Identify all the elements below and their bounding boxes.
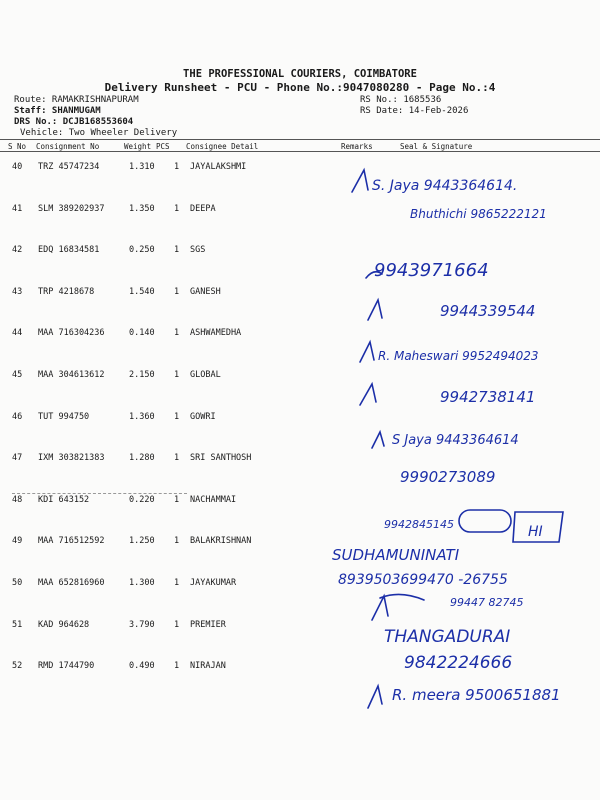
row-consignment-no: MAA 304613612 bbox=[38, 370, 105, 380]
drs-number: DRS No.: DCJB168553604 bbox=[14, 117, 134, 127]
row-weight: 0.220 bbox=[129, 494, 155, 505]
row-consignee: DEEPA bbox=[190, 203, 216, 214]
row-pcs: 1 bbox=[174, 162, 180, 172]
tick-43-stroke bbox=[368, 300, 382, 320]
row-pcs: 1 bbox=[174, 494, 180, 505]
vehicle-label: Vehicle: Two Wheeler Delivery bbox=[20, 128, 178, 138]
box-48-a bbox=[459, 510, 511, 532]
signature-51: THANGADURAI bbox=[384, 627, 511, 647]
row-consignment-no: MAA 652816960 bbox=[38, 578, 105, 588]
signature-47: 9990273089 bbox=[400, 468, 496, 486]
row-consignee: GANESH bbox=[190, 286, 221, 297]
row-sno: 40 bbox=[12, 162, 23, 172]
row-weight: 1.350 bbox=[129, 203, 155, 214]
row-weight: 0.250 bbox=[129, 245, 155, 256]
row-consignee: PREMIER bbox=[190, 619, 226, 630]
row-weight: 1.540 bbox=[129, 286, 155, 297]
row-consignment-no: TUT 994750 bbox=[38, 411, 90, 422]
row-weight: 0.140 bbox=[129, 328, 155, 339]
row-pcs: 1 bbox=[174, 578, 180, 588]
row-pcs: 1 bbox=[174, 245, 180, 256]
signature-48: 9942845145 bbox=[384, 518, 454, 531]
signature-50: 99447 82745 bbox=[450, 596, 524, 609]
row-pcs: 1 bbox=[174, 370, 180, 380]
row-pcs: 1 bbox=[174, 328, 180, 339]
row-consignee: JAYAKUMAR bbox=[190, 578, 237, 588]
row-pcs: 1 bbox=[174, 286, 180, 297]
row-pcs: 1 bbox=[174, 203, 180, 214]
tick-40-stroke bbox=[352, 170, 368, 192]
row-sno: 42 bbox=[12, 245, 23, 256]
signature-49: SUDHAMUNINATI bbox=[332, 546, 460, 564]
signature-49-phone: 8939503699470 -26755 bbox=[338, 572, 508, 588]
row-consignee: GOWRI bbox=[190, 411, 216, 422]
tick-44-stroke bbox=[360, 342, 374, 362]
rs-date: RS Date: 14-Feb-2026 bbox=[360, 106, 469, 116]
signature-51-phone: 9842224666 bbox=[404, 653, 513, 673]
row-consignee: SGS bbox=[190, 245, 206, 256]
row-sno: 50 bbox=[12, 578, 23, 588]
row-consignment-no: SLM 389202937 bbox=[38, 203, 105, 214]
rs-number: RS No.: 1685536 bbox=[360, 95, 442, 105]
row-sno: 46 bbox=[12, 411, 23, 422]
col-pcs: PCS bbox=[156, 142, 170, 151]
row-sno: 52 bbox=[12, 661, 23, 672]
row-sno: 51 bbox=[12, 619, 23, 630]
col-consignee: Consignee Detail bbox=[186, 142, 259, 151]
row-weight: 1.300 bbox=[129, 578, 155, 588]
row-consignment-no: MAA 716512592 bbox=[38, 536, 105, 547]
row-pcs: 1 bbox=[174, 536, 180, 547]
signature-41: Bhuthichi 9865222121 bbox=[410, 207, 547, 221]
signature-48-box-text: HI bbox=[528, 524, 543, 540]
row-consignee: JAYALAKSHMI bbox=[190, 162, 247, 172]
col-consignment: Consignment No bbox=[36, 142, 100, 151]
row-pcs: 1 bbox=[174, 619, 180, 630]
scribble-50-stroke bbox=[380, 594, 424, 600]
row-consignment-no: KDI 643152 bbox=[38, 494, 90, 505]
row-consignee: SRI SANTHOSH bbox=[190, 453, 252, 464]
row-consignee: NACHAMMAI bbox=[190, 494, 237, 505]
row-sno: 48 bbox=[12, 494, 23, 505]
row-consignee: GLOBAL bbox=[190, 370, 221, 380]
row-pcs: 1 bbox=[174, 453, 180, 464]
signature-42: 9943971664 bbox=[374, 260, 489, 281]
row-weight: 3.790 bbox=[129, 619, 155, 630]
tick-45-stroke bbox=[360, 384, 376, 405]
row-weight: 0.490 bbox=[129, 661, 155, 672]
col-remarks: Remarks bbox=[341, 142, 373, 151]
staff-label: Staff: SHANMUGAM bbox=[14, 106, 101, 116]
signature-46: S Jaya 9443364614 bbox=[392, 433, 519, 448]
route-label: Route: RAMAKRISHNAPURAM bbox=[14, 95, 139, 105]
signature-43: 9944339544 bbox=[440, 302, 536, 320]
row-sno: 43 bbox=[12, 286, 23, 297]
row-consignment-no: RMD 1744790 bbox=[38, 661, 95, 672]
row-consignment-no: TRZ 45747234 bbox=[38, 162, 100, 172]
row-weight: 1.250 bbox=[129, 536, 155, 547]
row-consignee: ASHWAMEDHA bbox=[190, 328, 242, 339]
row-sno: 41 bbox=[12, 203, 23, 214]
row-sno: 47 bbox=[12, 453, 23, 464]
col-seal-signature: Seal & Signature bbox=[400, 142, 473, 151]
col-sno: S No bbox=[8, 142, 27, 151]
company-name: THE PROFESSIONAL COURIERS, COIMBATORE bbox=[183, 68, 417, 80]
row-pcs: 1 bbox=[174, 661, 180, 672]
row-pcs: 1 bbox=[174, 411, 180, 422]
row-consignment-no: MAA 716304236 bbox=[38, 328, 105, 339]
signature-40: S. Jaya 9443364614. bbox=[372, 178, 518, 194]
row-weight: 1.310 bbox=[129, 162, 155, 172]
row-consignment-no: IXM 303821383 bbox=[38, 453, 105, 464]
tick-50-stroke bbox=[372, 596, 388, 620]
row-weight: 1.360 bbox=[129, 411, 155, 422]
row-sno: 49 bbox=[12, 536, 23, 547]
runsheet-title: Delivery Runsheet - PCU - Phone No.:9047080280 - Page No.:4 bbox=[104, 81, 496, 94]
row-consignment-no: EDQ 16834581 bbox=[38, 245, 100, 256]
row-consignee: BALAKRISHNAN bbox=[190, 536, 252, 547]
signature-44: R. Maheswari 9952494023 bbox=[378, 349, 539, 363]
row-sno: 44 bbox=[12, 328, 23, 339]
signature-52: R. meera 9500651881 bbox=[392, 686, 561, 704]
signature-45: 9942738141 bbox=[440, 388, 536, 406]
row-sno: 45 bbox=[12, 370, 23, 380]
row-consignment-no: TRP 4218678 bbox=[38, 286, 95, 297]
row-consignment-no: KAD 964628 bbox=[38, 619, 90, 630]
row-consignee: NIRAJAN bbox=[190, 661, 226, 672]
tick-52-stroke bbox=[368, 686, 382, 708]
row-weight: 1.280 bbox=[129, 453, 155, 464]
tick-46-stroke bbox=[372, 432, 384, 448]
col-weight: Weight bbox=[124, 142, 152, 151]
row-weight: 2.150 bbox=[129, 370, 155, 380]
